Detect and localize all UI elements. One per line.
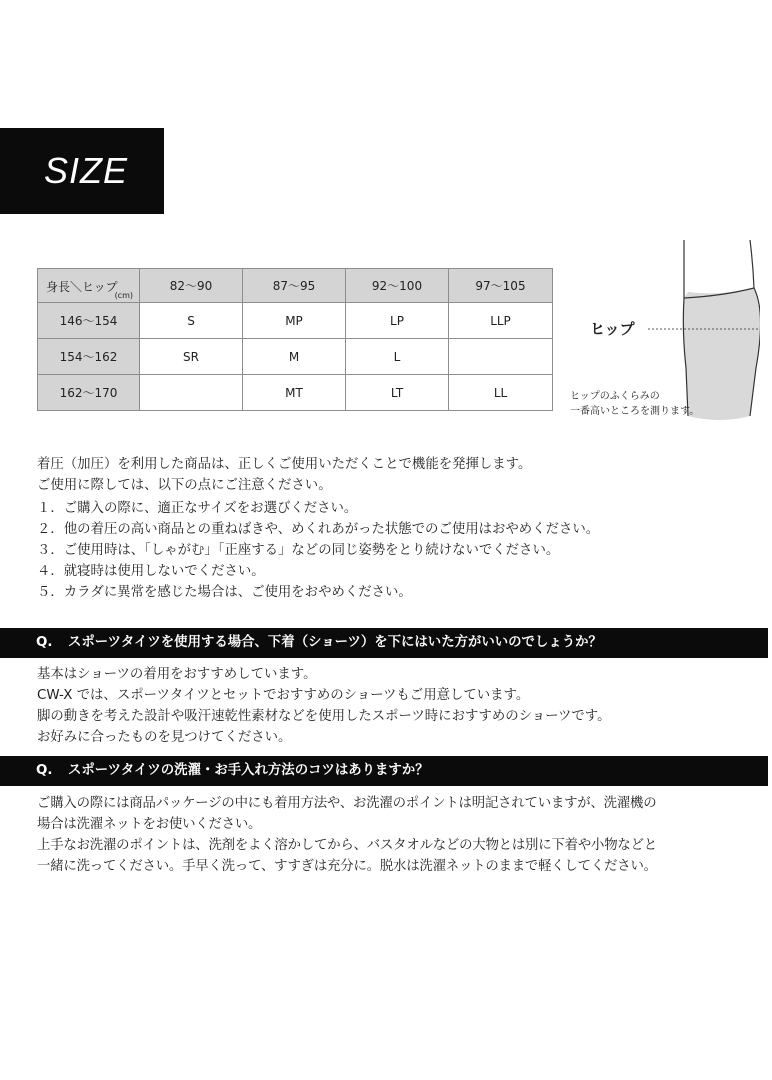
- hip-header: 87〜95: [243, 269, 346, 303]
- size-cell: MP: [243, 303, 346, 339]
- usage-notice-intro: [37, 454, 531, 496]
- faq-answer: [37, 664, 611, 748]
- faq-question-bar: [0, 756, 768, 786]
- size-table-header-row: [38, 269, 553, 303]
- size-cell: L: [346, 339, 449, 375]
- table-row: [38, 375, 553, 411]
- notice-item: １．ご購入の際に、適正なサイズをお選びください。: [37, 501, 358, 516]
- size-cell: [140, 375, 243, 411]
- size-cell: S: [140, 303, 243, 339]
- corner-unit: (cm): [114, 291, 133, 300]
- hip-note-line: ヒップのふくらみの: [570, 391, 660, 402]
- q-mark: Q.: [36, 763, 53, 778]
- size-cell: LP: [346, 303, 449, 339]
- size-cell: LL: [449, 375, 553, 411]
- faq-answer-line: 上手なお洗濯のポイントは、洗剤をよく溶かしてから、バスタオルなどの大物とは別に下着や小物などと: [37, 838, 657, 853]
- hip-header: 97〜105: [449, 269, 553, 303]
- faq-answer-line: CW-X では、スポーツタイツとセットでおすすめのショーツもご用意しています。: [37, 688, 530, 703]
- q-mark: Q.: [36, 635, 53, 650]
- corner-label: 身長＼ヒップ: [46, 280, 118, 294]
- faq-question: スポーツタイツの洗濯・お手入れ方法のコツはありますか？: [68, 763, 429, 778]
- faq-answer-line: ご購入の際には商品パッケージの中にも着用方法や、お洗濯のポイントは明記されていますが、洗濯機の: [37, 796, 657, 811]
- size-cell: SR: [140, 339, 243, 375]
- notice-intro-line: 着圧（加圧）を利用した商品は、正しくご使用いただくことで機能を発揮します。: [37, 457, 532, 472]
- notice-item: ５．カラダに異常を感じた場合は、ご使用をおやめください。: [37, 585, 412, 600]
- height-header: 146〜154: [38, 303, 140, 339]
- usage-notice-list: [37, 498, 599, 603]
- notice-item: ３．ご使用時は、「しゃがむ」「正座する」などの同じ姿勢をとり続けないでください。: [37, 543, 560, 558]
- size-banner: [0, 128, 164, 214]
- table-row: [38, 339, 553, 375]
- faq-answer-line: 基本はショーツの着用をおすすめしています。: [37, 667, 317, 682]
- size-cell: MT: [243, 375, 346, 411]
- size-table: [37, 268, 553, 411]
- faq-answer-line: 場合は洗濯ネットをお使いください。: [37, 817, 262, 832]
- table-row: [38, 303, 553, 339]
- faq-answer: [37, 793, 657, 877]
- faq-answer-line: 一緒に洗ってください。手早く洗って、すすぎは充分に。脱水は洗濯ネットのままで軽くしてください。: [37, 859, 657, 874]
- notice-item: ４．就寝時は使用しないでください。: [37, 564, 265, 579]
- size-cell: LLP: [449, 303, 553, 339]
- faq-answer-line: お好みに合ったものを見つけてください。: [37, 730, 292, 745]
- height-header: 162〜170: [38, 375, 140, 411]
- faq-question-bar: [0, 628, 768, 658]
- hip-header: 92〜100: [346, 269, 449, 303]
- notice-item: ２．他の着圧の高い商品との重ねばきや、めくれあがった状態でのご使用はおやめください。: [37, 522, 600, 537]
- height-header: 154〜162: [38, 339, 140, 375]
- faq-answer-line: 脚の動きを考えた設計や吸汗速乾性素材などを使用したスポーツ時におすすめのショーツです。: [37, 709, 611, 724]
- size-cell: [449, 339, 553, 375]
- hip-measure-note: [570, 389, 699, 419]
- notice-intro-line: ご使用に際しては、以下の点にご注意ください。: [37, 478, 332, 493]
- size-cell: LT: [346, 375, 449, 411]
- hip-header: 82〜90: [140, 269, 243, 303]
- size-table-corner: [38, 269, 140, 303]
- hip-label: ヒップ: [590, 320, 635, 338]
- size-title: SIZE: [44, 150, 129, 191]
- size-cell: M: [243, 339, 346, 375]
- hip-note-line: 一番高いところを測ります。: [570, 406, 700, 417]
- faq-question: スポーツタイツを使用する場合、下着（ショーツ）を下にはいた方がいいのでしょうか？: [68, 635, 602, 650]
